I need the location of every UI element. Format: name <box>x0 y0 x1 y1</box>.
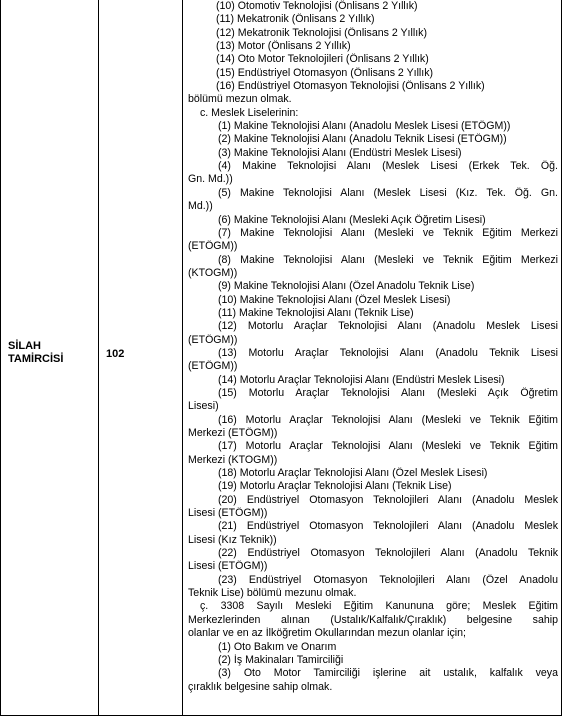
requirement-line: (ETÖGM)) <box>188 360 238 373</box>
requirement-line: (10) Makine Teknolojisi Alanı (Özel Meslek Lisesi) <box>218 293 451 306</box>
requirement-line: (21) Endüstriyel Otomasyon Teknolojileri Alanı (Anadolu Meslek <box>218 520 558 533</box>
requirement-line: Merkezlerinden alınan (Ustalık/Kalfalık/Çıraklık) belgesine sahip <box>188 613 558 626</box>
requirement-line: (18) Motorlu Araçlar Teknolojisi Alanı (Özel Meslek Lisesi) <box>218 467 488 480</box>
requirement-line: (22) Endüstriyel Otomasyon Teknolojileri Alanı (Anadolu Teknik <box>218 547 558 560</box>
requirement-line: çıraklık belgesine sahip olmak. <box>188 680 333 693</box>
requirement-line: bölümü mezun olmak. <box>188 93 292 106</box>
requirement-line: (1) Oto Bakım ve Onarım <box>218 640 337 653</box>
requirement-line: (11) Mekatronik (Önlisans 2 Yıllık) <box>216 13 375 26</box>
table-border-col2 <box>182 0 183 716</box>
requirement-line: (KTOGM)) <box>188 266 238 279</box>
job-title-line1: SİLAH <box>8 340 41 352</box>
requirement-line: (11) Makine Teknolojisi Alanı (Teknik Lise) <box>218 306 414 319</box>
requirement-line: Lisesi (ETÖGM)) <box>188 507 268 520</box>
requirement-line: Teknik Lise) bölümü mezunu olmak. <box>188 587 357 600</box>
requirement-line: (13) Motorlu Araçlar Teknolojisi Alanı (Anadolu Teknik Lisesi <box>218 346 558 359</box>
requirement-line: (16) Endüstriyel Otomasyon Teknolojisi (Önlisans 2 Yıllık) <box>216 80 485 93</box>
requirement-line: (16) Motorlu Araçlar Teknolojisi Alanı (Mesleki ve Teknik Eğitim <box>218 413 558 426</box>
requirement-line: (2) Makine Teknolojisi Alanı (Anadolu Teknik Lisesi (ETÖGM)) <box>218 133 507 146</box>
requirement-line: (14) Oto Motor Teknolojileri (Önlisans 2 Yıllık) <box>216 53 429 66</box>
requirement-line: (12) Motorlu Araçlar Teknolojisi Alanı (Anadolu Meslek Lisesi <box>218 320 558 333</box>
requirement-line: (7) Makine Teknolojisi Alanı (Mesleki ve Teknik Eğitim Merkezi <box>218 226 558 239</box>
requirement-line: Gn. Md.)) <box>188 173 233 186</box>
requirements-cell <box>188 0 558 694</box>
requirement-line: c. Meslek Liselerinin: <box>200 106 299 119</box>
requirement-line: (14) Motorlu Araçlar Teknolojisi Alanı (Endüstri Meslek Lisesi) <box>218 373 505 386</box>
requirement-line: (19) Motorlu Araçlar Teknolojisi Alanı (Teknik Lise) <box>218 480 452 493</box>
requirement-line: Lisesi (Kız Teknik)) <box>188 533 277 546</box>
job-code-cell: 102 <box>106 348 125 360</box>
requirement-line: (1) Makine Teknolojisi Alanı (Anadolu Meslek Lisesi (ETÖGM)) <box>218 120 511 133</box>
requirement-line: ç. 3308 Sayılı Mesleki Eğitim Kanununa göre; Meslek Eğitim <box>200 600 558 613</box>
requirement-line: (10) Otomotiv Teknolojisi (Önlisans 2 Yıllık) <box>216 0 418 12</box>
requirement-line: (5) Makine Teknolojisi Alanı (Meslek Lisesi (Kız. Tek. Öğ. Gn. <box>218 186 558 199</box>
requirement-line: (15) Endüstriyel Otomasyon (Önlisans 2 Yıllık) <box>216 66 434 79</box>
table-border-bottom <box>0 715 561 716</box>
requirement-line: (8) Makine Teknolojisi Alanı (Mesleki ve Teknik Eğitim Merkezi <box>218 253 558 266</box>
requirement-line: (12) Mekatronik Teknolojisi (Önlisans 2 Yıllık) <box>216 26 427 39</box>
requirement-line: (ETÖGM)) <box>188 240 238 253</box>
requirement-line: Md.)) <box>188 200 213 213</box>
requirement-line: (ETÖGM)) <box>188 333 238 346</box>
table-border-col1 <box>98 0 99 716</box>
requirement-line: (13) Motor (Önlisans 2 Yıllık) <box>216 40 351 53</box>
requirement-line: Merkezi (ETÖGM)) <box>188 427 278 439</box>
table-border-left <box>0 0 1 716</box>
requirement-line: (3) Oto Motor Tamirciliği işlerine ait ustalık, kalfalık veya <box>218 667 558 680</box>
requirement-line: Lisesi (ETÖGM)) <box>188 560 268 573</box>
requirement-line: (20) Endüstriyel Otomasyon Teknolojileri Alanı (Anadolu Meslek <box>218 493 558 506</box>
requirement-line: Lisesi) <box>188 400 219 413</box>
requirement-line: (17) Motorlu Araçlar Teknolojisi Alanı (Mesleki ve Teknik Eğitim <box>218 440 558 453</box>
requirement-line: (23) Endüstriyel Otomasyon Teknolojileri Alanı (Özel Anadolu <box>218 573 558 586</box>
requirement-line: Merkezi (KTOGM)) <box>188 453 278 466</box>
job-title-line2: TAMİRCİSİ <box>8 353 64 365</box>
requirement-line: (4) Makine Teknolojisi Alanı (Meslek Lisesi (Erkek Tek. Öğ. <box>218 160 558 173</box>
job-title-cell <box>8 340 96 366</box>
requirement-line: (9) Makine Teknolojisi Alanı (Özel Anadolu Teknik Lise) <box>218 280 475 293</box>
requirement-line: olanlar ve en az İlköğretim Okullarından mezun olanlar için; <box>188 627 466 640</box>
requirement-line: (15) Motorlu Araçlar Teknolojisi Alanı (Mesleki Açık Öğretim <box>218 386 558 399</box>
requirement-line: (3) Makine Teknolojisi Alanı (Endüstri Meslek Lisesi) <box>218 146 462 159</box>
requirement-line: (6) Makine Teknolojisi Alanı (Mesleki Açık Öğretim Lisesi) <box>218 213 486 226</box>
requirement-line: (2) İş Makinaları Tamirciliği <box>218 653 344 666</box>
